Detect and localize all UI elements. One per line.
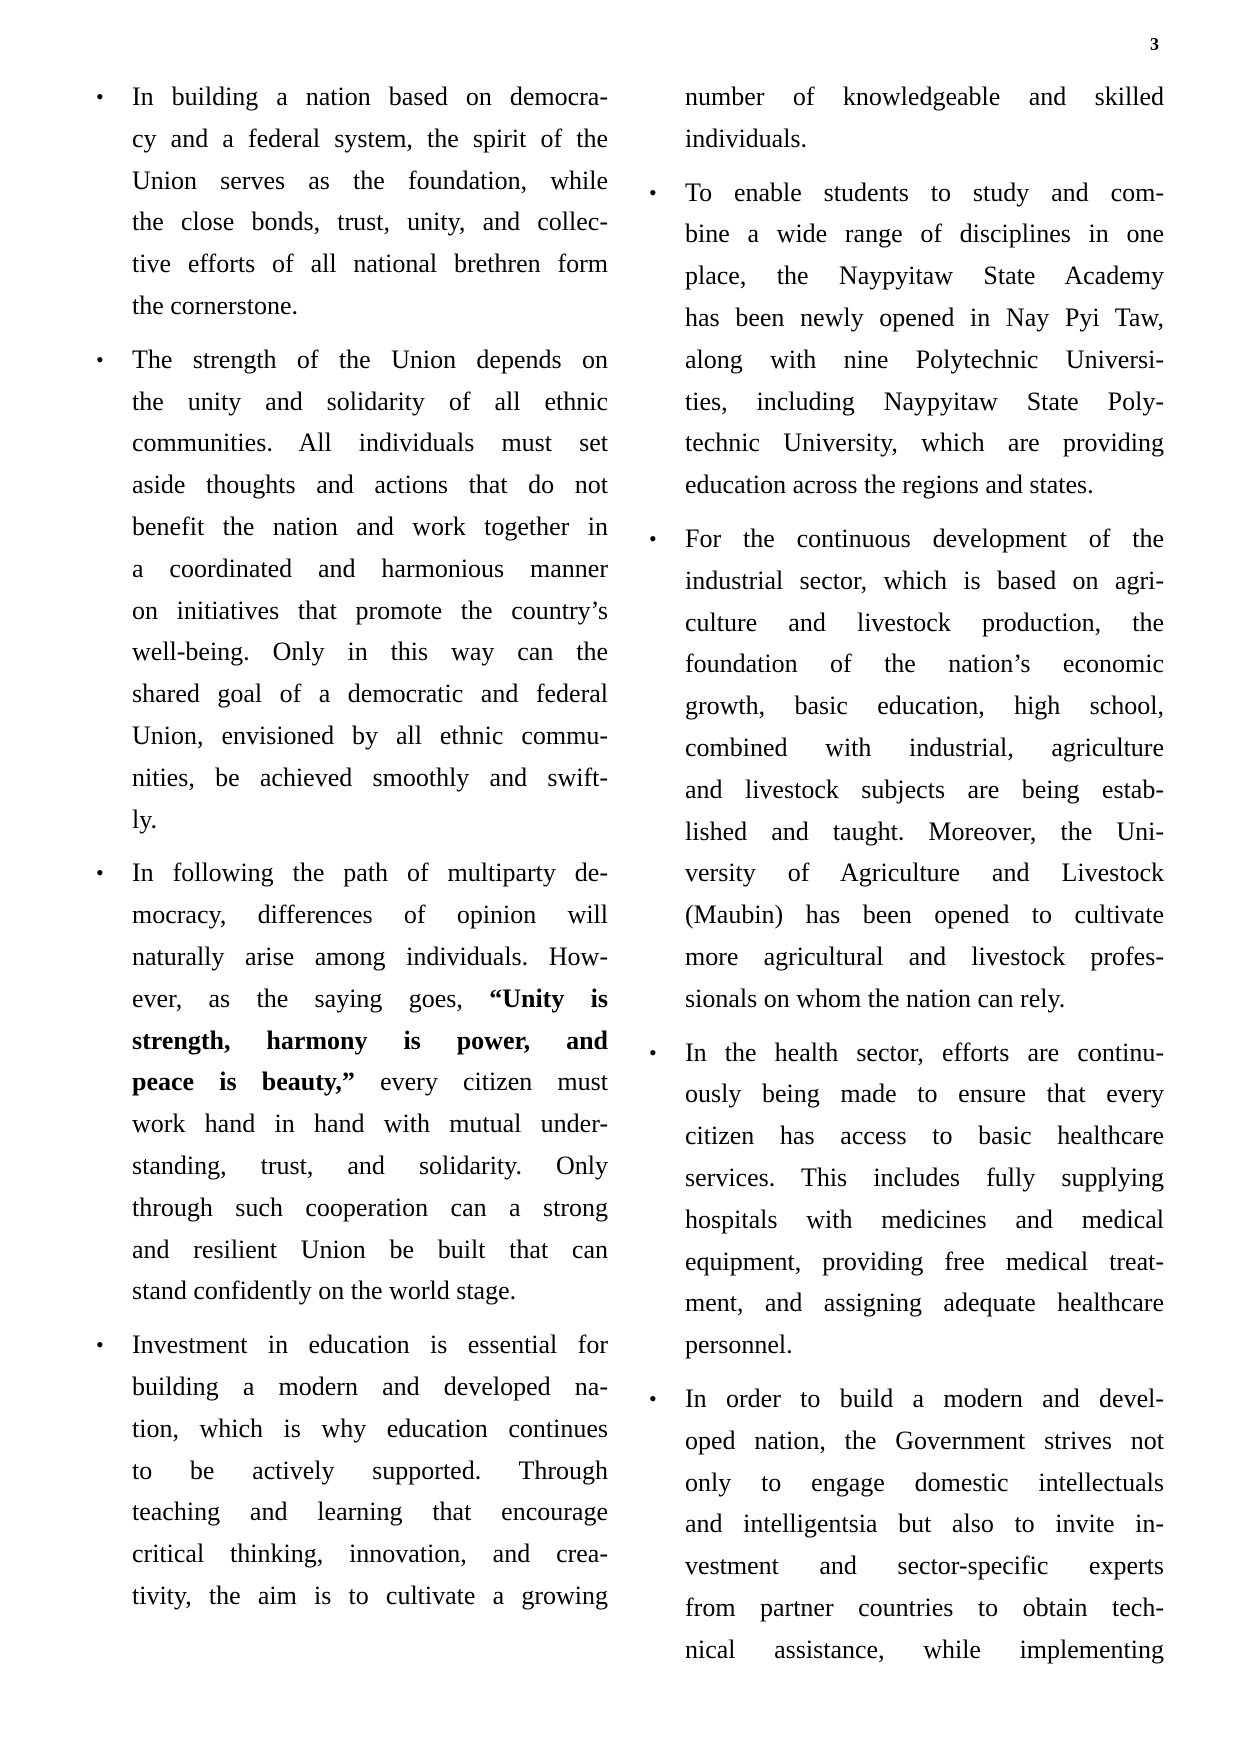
text-line [132, 978, 608, 1020]
text-line: In building a nation based on democra- [132, 82, 608, 111]
text-line: ously being made to ensure that every [685, 1079, 1164, 1109]
text-line: equipment, providing free medical treat- [685, 1246, 1164, 1276]
text-line: education across the regions and states. [685, 470, 1094, 500]
text-line: nities, be achieved smoothly and swift- [132, 762, 608, 792]
text-line: a coordinated and harmonious manner [132, 553, 608, 583]
text-line: versity of Agriculture and Livestock [685, 858, 1164, 888]
text-line: In order to build a modern and devel- [685, 1383, 1164, 1413]
text-line [132, 1020, 608, 1062]
bold-quote: peace is beauty,” [132, 1067, 355, 1097]
text-line: the unity and solidarity of all ethnic [132, 386, 608, 416]
text-line: foundation of the nation’s economic [685, 649, 1164, 679]
text-line: and intelligentsia but also to invite in- [685, 1509, 1164, 1539]
text-line: along with nine Polytechnic Universi- [685, 344, 1164, 374]
bullet-item [649, 1032, 1164, 1366]
text-line: In following the path of multiparty de- [132, 858, 608, 888]
bullet-icon: • [96, 346, 104, 372]
text-line: sionals on whom the nation can rely. [685, 983, 1066, 1013]
text-line: Investment in education is essential for [132, 1330, 608, 1360]
text-line: To enable students to study and com- [685, 177, 1164, 207]
text-line: benefit the nation and work together in [132, 511, 608, 541]
bullet-icon: • [649, 525, 657, 551]
text-line: work hand in hand with mutual under- [132, 1109, 608, 1139]
text-line: more agricultural and livestock profes- [685, 941, 1164, 971]
text-line: to be actively supported. Through [132, 1455, 608, 1485]
text-line: Union, envisioned by all ethnic commu- [132, 720, 608, 750]
bullet-icon: • [649, 1039, 657, 1065]
bullet-item [649, 172, 1164, 506]
bullet-item [96, 1324, 608, 1617]
text-line: on initiatives that promote the country’s [132, 595, 608, 625]
text-line: aside thoughts and actions that do not [132, 470, 608, 500]
text-line: hospitals with medicines and medical [685, 1204, 1164, 1234]
text-line: cy and a federal system, the spirit of the [132, 123, 608, 153]
left-column [96, 76, 608, 1629]
text-line: vestment and sector-specific experts [685, 1551, 1164, 1581]
text-line: shared goal of a democratic and federal [132, 679, 608, 709]
text-line: (Maubin) has been opened to cultivate [685, 900, 1164, 930]
text-line: lished and taught. Moreover, the Uni- [685, 816, 1164, 846]
text-line: In the health sector, efforts are continu- [685, 1037, 1164, 1067]
text-line: The strength of the Union depends on [132, 344, 608, 374]
text-line: communities. All individuals must set [132, 428, 608, 458]
text-line: ment, and assigning adequate healthcare [685, 1288, 1164, 1318]
text-line: growth, basic education, high school, [685, 691, 1164, 721]
bullet-item [649, 1378, 1164, 1671]
text-line: technic University, which are providing [685, 428, 1164, 458]
text-line: combined with industrial, agriculture [685, 732, 1164, 762]
text-line: mocracy, differences of opinion will [132, 900, 608, 930]
text-line: only to engage domestic intellectuals [685, 1467, 1164, 1497]
text-line: place, the Naypyitaw State Academy [685, 261, 1164, 291]
text-line: citizen has access to basic healthcare [685, 1121, 1164, 1151]
text-line: from partner countries to obtain tech- [685, 1592, 1164, 1622]
text-line: tive efforts of all national brethren form [132, 249, 608, 279]
bullet-item [649, 518, 1164, 1020]
bold-quote: “Unity is [489, 983, 608, 1013]
right-column [649, 76, 1164, 1682]
bullet-item [96, 339, 608, 841]
text-line: the cornerstone. [132, 290, 299, 320]
text-line: tivity, the aim is to cultivate a growing [132, 1580, 608, 1610]
text-line: tion, which is why education continues [132, 1413, 608, 1443]
text-run: ever, as the saying goes, [132, 983, 463, 1013]
text-line: stand confidently on the world stage. [132, 1276, 517, 1306]
text-line: For the continuous development of the [685, 523, 1164, 553]
bullet-item [96, 76, 608, 327]
text-line: standing, trust, and solidarity. Only [132, 1150, 608, 1180]
bullet-icon: • [649, 1385, 657, 1411]
text-line: and resilient Union be built that can [132, 1234, 608, 1264]
text-line: through such cooperation can a strong [132, 1192, 608, 1222]
text-run: every citizen must [380, 1067, 608, 1097]
text-line: ly. [132, 804, 158, 834]
text-line: bine a wide range of disciplines in one [685, 219, 1164, 249]
text-line: naturally arise among individuals. How- [132, 941, 608, 971]
text-line: has been newly opened in Nay Pyi Taw, [685, 302, 1164, 332]
text-line: services. This includes fully supplying [685, 1162, 1164, 1192]
text-line: ties, including Naypyitaw State Poly- [685, 386, 1164, 416]
text-line: personnel. [685, 1330, 793, 1360]
bullet-item [96, 852, 608, 1312]
page-number: 3 [1150, 34, 1159, 54]
text-line: nical assistance, while implementing [685, 1634, 1164, 1664]
bullet-icon: • [96, 84, 104, 109]
text-line: oped nation, the Government strives not [685, 1425, 1164, 1455]
text-line [132, 1061, 608, 1103]
text-line: culture and livestock production, the [685, 607, 1164, 637]
text-line: Union serves as the foundation, while [132, 165, 608, 195]
text-line: individuals. [685, 123, 808, 153]
bold-quote: strength, harmony is power, and [132, 1025, 608, 1055]
text-line: industrial sector, which is based on agri- [685, 565, 1164, 595]
continued-paragraph [653, 76, 1164, 160]
text-line: number of knowledgeable and skilled [685, 82, 1164, 111]
bullet-icon: • [96, 1332, 104, 1358]
bullet-icon: • [96, 860, 104, 886]
text-line: critical thinking, innovation, and crea- [132, 1539, 608, 1569]
text-line: well-being. Only in this way can the [132, 637, 608, 667]
text-line: teaching and learning that encourage [132, 1497, 608, 1527]
text-line: and livestock subjects are being estab- [685, 774, 1164, 804]
bullet-icon: • [649, 179, 657, 205]
text-line: building a modern and developed na- [132, 1371, 608, 1401]
text-line: the close bonds, trust, unity, and collec- [132, 207, 608, 237]
